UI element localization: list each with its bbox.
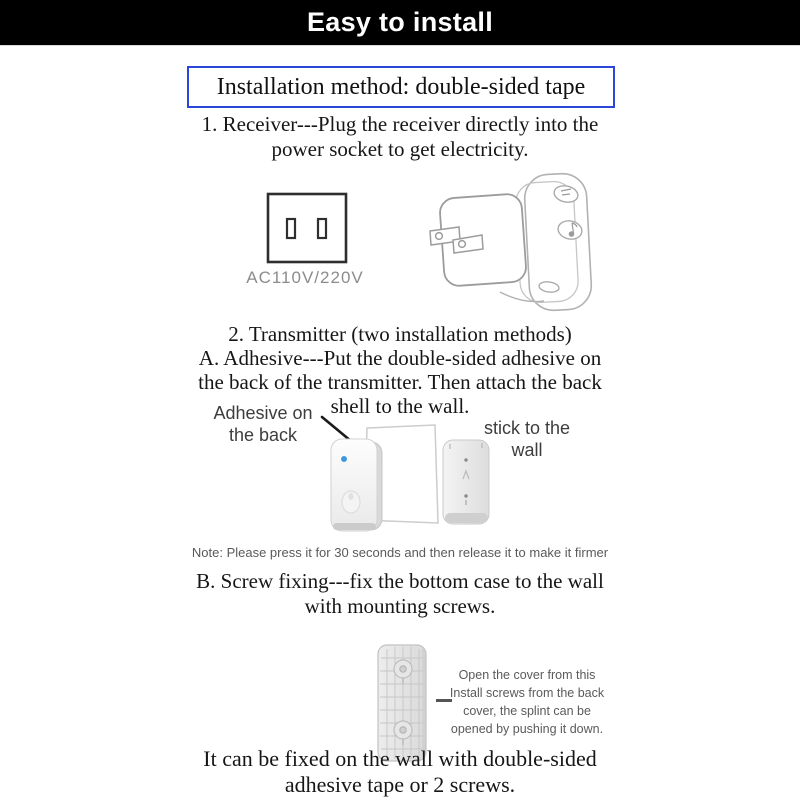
footer-paragraph [0, 746, 800, 798]
step1-line: power socket to get electricity. [271, 137, 529, 161]
step2-line: A. Adhesive---Put the double-sided adhesive on [198, 346, 602, 370]
footer-line: adhesive tape or 2 screws. [284, 772, 516, 797]
receiver-plug-icon [428, 168, 600, 318]
step2-line: 2. Transmitter (two installation methods) [228, 322, 572, 346]
adhesive-back-label [193, 402, 333, 446]
screw-note [447, 666, 607, 738]
method-box-label: Installation method: double-sided tape [216, 73, 586, 100]
step1-line: 1. Receiver---Plug the receiver directly into the [201, 112, 599, 136]
method-box [187, 66, 615, 108]
label-line: Adhesive on [213, 403, 313, 423]
screw-note-line: Install screws from the back [449, 686, 605, 700]
transmitter-front-icon [330, 438, 385, 534]
step2-line: shell to the wall. [330, 394, 470, 418]
stepB-paragraph [0, 569, 800, 619]
screw-note-line: cover, the splint can be [463, 704, 591, 718]
header-banner [0, 0, 800, 45]
socket-voltage-label: AC110V/220V [246, 268, 364, 287]
label-line: the back [228, 425, 298, 445]
step2-paragraph [0, 322, 800, 418]
page-title: Easy to install [306, 7, 494, 37]
label-line: wall [511, 440, 543, 460]
label-line: stick to the [483, 418, 571, 438]
stepB-line: B. Screw fixing---fix the bottom case to the wall [196, 569, 604, 593]
power-socket-icon [266, 192, 350, 268]
press-note: Note: Please press it for 30 seconds and then release it to make it firmer [191, 545, 609, 560]
footer-line: It can be fixed on the wall with double-sided [203, 746, 597, 771]
step2-line: the back of the transmitter. Then attach the back [198, 370, 602, 394]
step1-paragraph [0, 112, 800, 162]
stick-wall-label [457, 417, 597, 461]
screw-note-line: Open the cover from this [458, 668, 596, 682]
screw-note-line: opened by pushing it down. [450, 722, 604, 736]
stepB-line: with mounting screws. [304, 594, 496, 618]
